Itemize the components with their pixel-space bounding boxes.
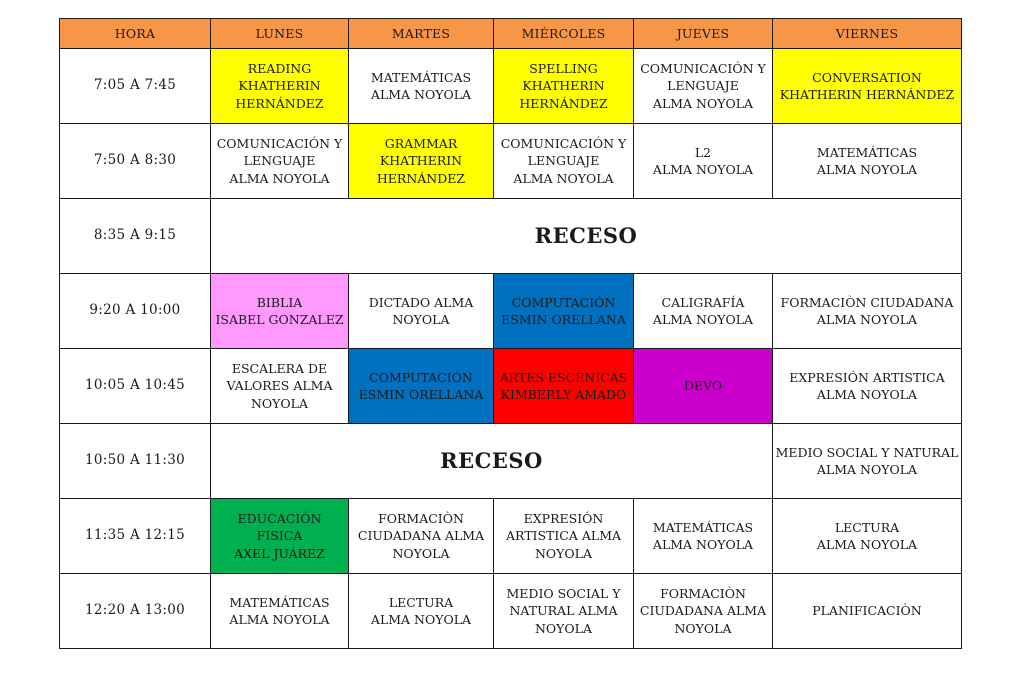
class-line: READING — [247, 60, 312, 76]
class-cell-martes — [349, 49, 494, 124]
class-cell-lunes — [211, 49, 349, 124]
class-line: NOYOLA — [250, 395, 308, 411]
schedule-row — [60, 499, 962, 574]
class-line: HERNÁNDEZ — [376, 170, 466, 186]
class-line: ALMA NOYOLA — [816, 162, 918, 177]
header-viernes: VIERNES — [773, 19, 962, 49]
class-line: LENGUAJE — [243, 153, 316, 169]
class-cell-lunes — [211, 274, 349, 349]
class-line: DEVO — [683, 378, 723, 394]
class-cell-viernes — [773, 574, 962, 649]
class-cell-viernes — [773, 349, 962, 424]
class-line: AXEL JUÁREZ — [234, 545, 325, 561]
class-line: BIBLIA — [256, 294, 303, 310]
class-line: PLANIFICACIÒN — [812, 603, 922, 619]
time-cell: 7:05 A 7:45 — [60, 49, 211, 124]
class-line: ALMA NOYOLA — [652, 95, 754, 111]
class-cell-jueves — [634, 124, 773, 199]
class-line: FORMACIÒN — [378, 510, 464, 526]
class-cell-miercoles — [494, 349, 634, 424]
class-line: LENGUAJE — [527, 153, 600, 169]
class-cell-viernes — [773, 124, 962, 199]
time-cell: 8:35 A 9:15 — [60, 199, 211, 274]
header-hora: HORA — [60, 19, 211, 49]
time-cell: 9:20 A 10:00 — [60, 274, 211, 349]
class-line: ESCALERA DE — [231, 360, 328, 376]
class-line: ALMA NOYOLA — [816, 312, 918, 327]
class-line: KHATHERIN — [379, 153, 463, 169]
time-cell: 10:05 A 10:45 — [60, 349, 211, 424]
schedule-row-recess — [60, 424, 962, 499]
class-line: ALMA NOYOLA — [229, 170, 330, 186]
header-martes: MARTES — [349, 19, 494, 49]
class-cell-martes — [349, 574, 494, 649]
header-lunes: LUNES — [211, 19, 349, 49]
class-line: MATEMÁTICAS — [652, 519, 754, 535]
schedule-row — [60, 49, 962, 124]
time-cell: 11:35 A 12:15 — [60, 499, 211, 574]
class-line: ALMA NOYOLA — [816, 462, 918, 477]
class-line: ALMA NOYOLA — [652, 162, 754, 177]
class-line: CIUDADANA ALMA — [639, 603, 767, 619]
class-cell-lunes — [211, 499, 349, 574]
schedule-row — [60, 274, 962, 349]
class-line: LECTURA — [834, 519, 900, 535]
class-line: MATEMÁTICAS — [370, 69, 472, 85]
class-cell-martes — [349, 274, 494, 349]
class-line: NOYOLA — [534, 620, 592, 636]
class-line: MATEMÁTICAS — [229, 594, 330, 610]
class-line: CALIGRAFÍA — [661, 294, 745, 310]
class-line: COMUNICACIÓN Y — [640, 60, 766, 76]
class-line: COMPUTACIÓN — [511, 294, 616, 310]
class-line: ALMA NOYOLA — [652, 537, 754, 552]
schedule-row — [60, 124, 962, 199]
class-line: NOYOLA — [392, 545, 450, 561]
class-line: ESMIN ORELLANA — [358, 387, 484, 402]
class-line: LECTURA — [388, 594, 454, 610]
class-line: NOYOLA — [392, 312, 450, 327]
class-line: FORMACIÒN — [660, 585, 746, 601]
header-row — [60, 19, 962, 49]
class-line: EXPRESIÓN — [523, 510, 604, 526]
recess-cell: RECESO — [211, 199, 962, 274]
class-line: COMUNICACIÓN Y — [216, 135, 343, 151]
class-line: FORMACIÒN CIUDADANA — [780, 294, 954, 310]
class-line: LENGUAJE — [667, 78, 739, 94]
class-line: KHATHERIN — [238, 78, 321, 94]
header-miercoles: MIÉRCOLES — [494, 19, 634, 49]
class-cell-martes — [349, 124, 494, 199]
class-cell-viernes — [773, 274, 962, 349]
class-line: NOYOLA — [534, 545, 592, 561]
recess-cell: RECESO — [211, 424, 773, 499]
class-cell-jueves — [634, 574, 773, 649]
class-line: KHATHERIN HERNÁNDEZ — [779, 87, 955, 102]
class-cell-martes — [349, 499, 494, 574]
class-line: COMPUTACIÓN — [369, 369, 473, 385]
class-cell-miercoles — [494, 49, 634, 124]
class-cell-lunes — [211, 124, 349, 199]
class-cell-viernes — [773, 424, 962, 499]
time-cell: 10:50 A 11:30 — [60, 424, 211, 499]
class-line: HERNÁNDEZ — [235, 95, 324, 111]
class-line: ALMA NOYOLA — [816, 387, 918, 402]
class-line: ARTISTICA ALMA — [505, 528, 622, 544]
class-cell-lunes — [211, 349, 349, 424]
class-line: ALMA NOYOLA — [229, 612, 330, 627]
class-line: KIMBERLY AMADO — [500, 387, 627, 402]
class-cell-jueves — [634, 274, 773, 349]
class-line: NOYOLA — [674, 620, 732, 636]
class-line: SPELLING — [529, 60, 598, 76]
class-line: ALMA NOYOLA — [513, 170, 614, 186]
class-cell-viernes — [773, 49, 962, 124]
class-line: ARTES ESCÉNICAS — [499, 369, 628, 385]
class-cell-martes — [349, 349, 494, 424]
class-line: DICTADO ALMA — [368, 294, 474, 310]
class-line: COMUNICACIÓN Y — [500, 135, 627, 151]
class-line: VALORES ALMA — [226, 378, 333, 394]
class-line: ALMA NOYOLA — [652, 312, 754, 327]
class-cell-jueves — [634, 49, 773, 124]
class-cell-jueves — [634, 499, 773, 574]
class-line: L2 — [694, 144, 712, 160]
class-line: ALMA NOYOLA — [816, 537, 918, 552]
class-cell-miercoles — [494, 274, 634, 349]
class-cell-miercoles — [494, 574, 634, 649]
class-line: MEDIO SOCIAL Y NATURAL — [775, 444, 959, 460]
class-line: CIUDADANA ALMA — [357, 528, 485, 544]
class-line: ESMIN ORELLANA — [501, 312, 626, 327]
schedule-row — [60, 349, 962, 424]
class-cell-lunes — [211, 574, 349, 649]
class-line: CONVERSATION — [812, 69, 922, 85]
class-cell-jueves — [634, 349, 773, 424]
class-line: ISABEL GONZALEZ — [215, 312, 344, 327]
class-line: EXPRESIÓN ARTISTICA — [789, 369, 945, 385]
schedule-row-recess — [60, 199, 962, 274]
class-line: ALMA NOYOLA — [370, 612, 472, 627]
class-line: MEDIO SOCIAL Y — [506, 585, 621, 601]
class-line: ALMA NOYOLA — [370, 87, 472, 102]
class-line: HERNÁNDEZ — [519, 95, 608, 111]
time-cell: 7:50 A 8:30 — [60, 124, 211, 199]
class-cell-miercoles — [494, 124, 634, 199]
class-line: EDUCACIÓN FISICA — [237, 510, 322, 544]
header-jueves: JUEVES — [634, 19, 773, 49]
class-schedule-table — [59, 18, 962, 649]
class-line: MATEMÁTICAS — [816, 144, 918, 160]
schedule-row — [60, 574, 962, 649]
class-line: GRAMMAR — [384, 135, 458, 151]
time-cell: 12:20 A 13:00 — [60, 574, 211, 649]
class-line: KHATHERIN — [522, 78, 605, 94]
class-cell-miercoles — [494, 499, 634, 574]
class-line: NATURAL ALMA — [509, 603, 618, 619]
class-cell-viernes — [773, 499, 962, 574]
